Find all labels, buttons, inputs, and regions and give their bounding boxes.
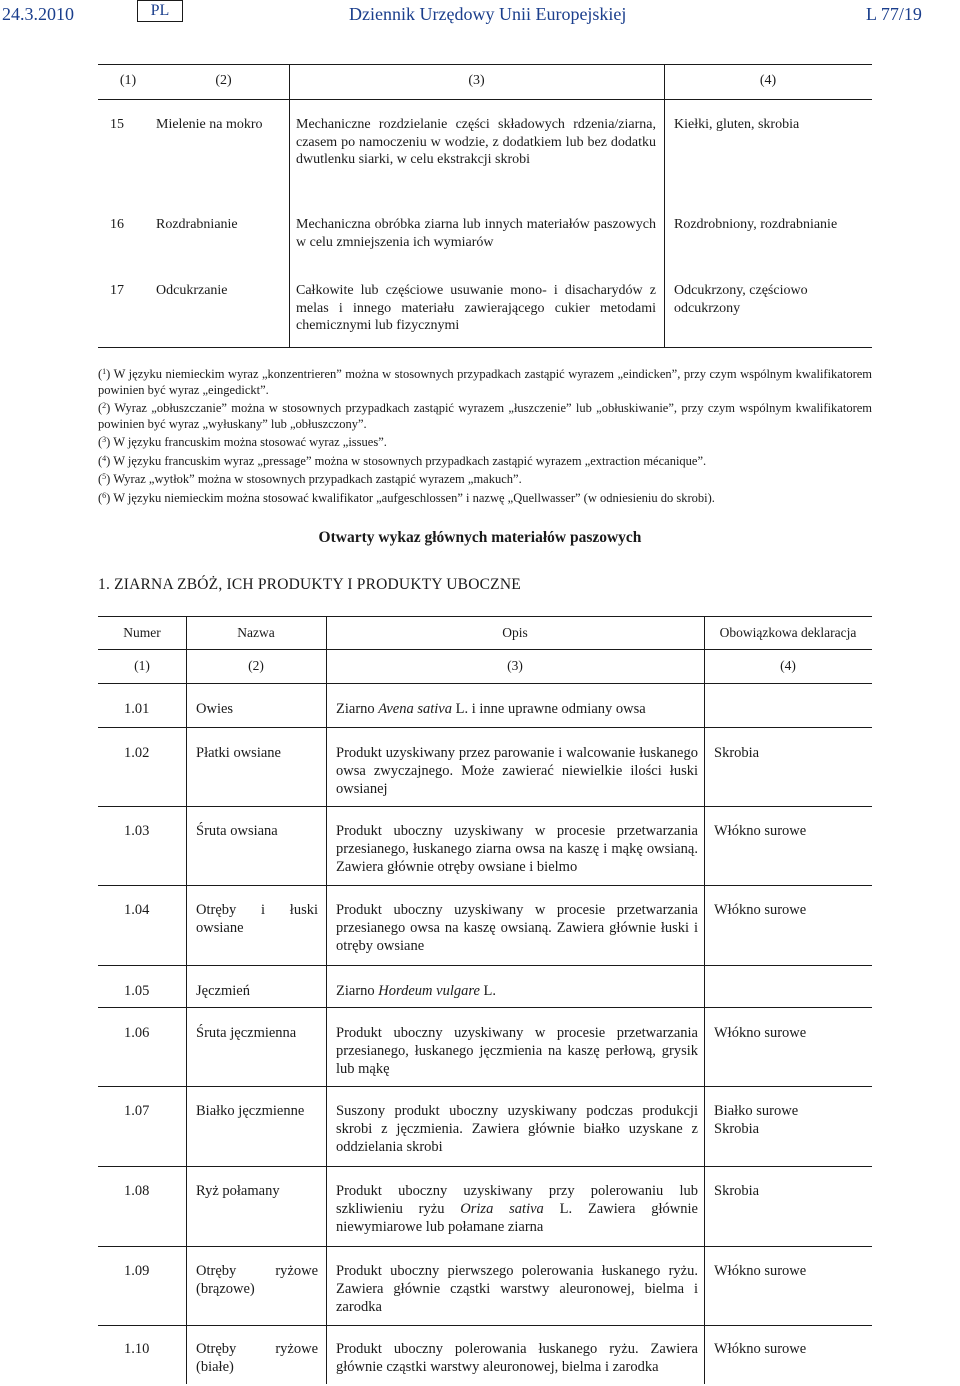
column-divider: [664, 64, 665, 347]
material-number: 1.03: [124, 823, 150, 839]
material-name: Otręby i łuski owsiane: [196, 902, 318, 936]
process-number: 15: [110, 117, 124, 132]
column-header-3: (3): [468, 73, 485, 88]
process-terms: Rozdrobniony, rozdrabnianie: [674, 217, 838, 232]
material-description: [336, 1102, 698, 1156]
description-text: Produkt uboczny uzyskiwany w procesie przetwarzania przesianego owsa na kaszę owsianą. Zawiera głównie łuski i otręby owsiane: [336, 902, 698, 954]
description-text: Produkt uboczny polerowania łuskanego ryżu. Zawiera głównie cząstki warstwy aleuronowej, bielma i zarodka: [336, 1341, 698, 1375]
material-number: 1.10: [124, 1341, 150, 1357]
material-description: [336, 1262, 698, 1316]
material-name: Ryż połamany: [196, 1183, 280, 1199]
material-number: 1.05: [124, 983, 150, 999]
description-text: Produkt uboczny uzyskiwany przy polerowaniu lub szkliwieniu ryżu: [336, 1183, 698, 1217]
process-number: 17: [110, 283, 124, 298]
column-number-1: (1): [134, 658, 150, 673]
mandatory-declaration: Włókno surowe: [714, 1341, 807, 1357]
material-description: [336, 1182, 698, 1236]
species-name: Oriza sativa: [460, 1201, 544, 1217]
description-text: Produkt uboczny pierwszego polerowania łuskanego ryżu. Zawiera głównie cząstki warstwy aleuronowej, bielma i zarodka: [336, 1263, 698, 1315]
row-divider: [98, 727, 872, 728]
page-reference: L 77/19: [866, 4, 922, 24]
column-header-1: (1): [119, 73, 137, 88]
issue-date: 24.3.2010: [2, 4, 74, 24]
process-terms: Odcukrzony, częściowo odcukrzony: [674, 283, 808, 316]
mandatory-declaration: Włókno surowe: [714, 1025, 807, 1041]
material-name: Płatki owsiane: [196, 745, 281, 761]
mandatory-declaration: Włókno surowe: [714, 823, 807, 839]
description-text: L. i inne uprawne odmiany owsa: [451, 701, 646, 717]
process-name: Mielenie na mokro: [156, 117, 263, 132]
process-terms: Kiełki, gluten, skrobia: [674, 117, 800, 132]
footnote: ($^2$) Wyraz „obłuszczanie” można w stosownych przypadkach zastąpić wyrazem „łuszczenie” lub „obłuskiwanie”, przy czym wspólnym kwalifikatorem powinien być wyraz „wyłuskany” lub „obłuszczony”.: [98, 401, 872, 431]
process-description: Całkowite lub częściowe usuwanie mono- i disacharydów z melas i innego materiału zawierającego cukier metodami chemicznymi lub fizycznymi: [296, 283, 656, 333]
material-number: 1.08: [124, 1183, 150, 1199]
mandatory-declaration: Włókno surowe: [714, 902, 807, 918]
header-name: Nazwa: [237, 625, 275, 640]
section-title: Otwarty wykaz głównych materiałów paszowych: [318, 529, 642, 546]
material-number: 1.01: [124, 701, 150, 717]
material-name: Otręby ryżowe (brązowe): [196, 1263, 318, 1297]
footnote: ($^5$) Wyraz „wytłok” można w stosownych przypadkach zastąpić wyrazem „makuch”.: [98, 472, 522, 486]
material-description: [336, 822, 698, 876]
header-description: Opis: [502, 625, 528, 640]
material-name: Jęczmień: [196, 983, 250, 999]
column-number-4: (4): [780, 658, 796, 673]
process-name: Odcukrzanie: [156, 283, 228, 298]
header-mandatory-declaration: Obowiązkowa deklaracja: [719, 625, 857, 640]
material-description: [336, 901, 698, 955]
description-text: Produkt uboczny uzyskiwany w procesie przetwarzania przesianego, łuskanego ziarna owsa na kaszę i mąkę owsianą. Zawiera głównie otręby owsiane i bielmo: [336, 823, 698, 875]
footnote: ($^4$) W języku francuskim wyraz „pressage” można w stosownych przypadkach zastąpić wyrazem „extraction mécanique”.: [98, 453, 707, 468]
chapter-title: 1. ZIARNA ZBÓŻ, ICH PRODUKTY I PRODUKTY UBOCZNE: [98, 576, 521, 593]
material-name: Owies: [196, 701, 234, 717]
description-text: Ziarno: [336, 983, 379, 999]
column-header-4: (4): [759, 73, 777, 88]
column-number-2: (2): [248, 658, 264, 673]
footnotes: [98, 364, 872, 506]
mandatory-declaration: Skrobia: [714, 1183, 760, 1199]
species-name: Avena sativa: [378, 701, 452, 717]
mandatory-declaration: Białko surowe Skrobia: [714, 1103, 799, 1137]
row-divider: [98, 806, 872, 807]
material-description: [336, 744, 698, 798]
table-top-rule: [98, 616, 872, 617]
row-divider: [98, 1007, 872, 1008]
description-text: Suszony produkt uboczny uzyskiwany podczas produkcji skrobi z jęczmienia. Zawiera głównie białko uzyskane z oddzielania skrobi: [336, 1103, 698, 1155]
process-name: Rozdrabnianie: [156, 217, 238, 232]
process-description: Mechaniczne rozdzielanie części składowych rdzenia/ziarna, czasem po namoczeniu w wodzie, z dodatkiem lub bez dodatku dwutlenku siarki, w celu ekstrakcji skrobi: [296, 117, 656, 167]
table-top-rule: [98, 64, 872, 65]
header-rule: [98, 99, 872, 100]
description-text: L.: [479, 983, 497, 999]
material-description: [336, 700, 698, 718]
mandatory-declaration: Włókno surowe: [714, 1263, 807, 1279]
row-divider: [98, 1325, 872, 1326]
material-name: Białko jęczmienne: [196, 1103, 305, 1119]
footnote: ($^3$) W języku francuskim można stosować wyraz „issues”.: [98, 435, 387, 449]
row-divider: [98, 1166, 872, 1167]
description-text: L. Zawiera głównie niewymiarowe lub połamane ziarna: [336, 1201, 698, 1235]
column-number-3: (3): [507, 658, 523, 673]
material-name: Śruta jęczmienna: [196, 1025, 297, 1041]
mandatory-declaration: Skrobia: [714, 745, 760, 761]
material-description: [336, 1024, 698, 1078]
header-rule: [98, 649, 872, 650]
process-description: Mechaniczna obróbka ziarna lub innych materiałów paszowych w celu zmniejszenia ich wymiarów: [296, 217, 656, 250]
row-divider: [98, 1246, 872, 1247]
material-number: 1.02: [124, 745, 150, 761]
table-bottom-rule: [98, 347, 872, 348]
column-divider: [704, 616, 705, 1384]
description-text: Ziarno: [336, 701, 379, 717]
journal-title: Dziennik Urzędowy Unii Europejskiej: [349, 4, 627, 24]
description-text: Produkt uboczny uzyskiwany w procesie przetwarzania przesianego, łuskanego jęczmienia na kaszę perłową, grysik lub mąkę: [336, 1025, 698, 1077]
species-name: Hordeum vulgare: [378, 983, 480, 999]
row-divider: [98, 1086, 872, 1087]
column-divider: [289, 64, 290, 347]
material-description: [336, 982, 698, 1000]
column-number-rule: [98, 683, 872, 684]
description-text: Produkt uzyskiwany przez parowanie i walcowanie łuskanego owsa zwyczajnego. Może zawierać niewielkie ilości łuski owsianej: [336, 745, 698, 797]
header-number: Numer: [123, 625, 161, 640]
row-divider: [98, 965, 872, 966]
language-code-box: PL: [137, 0, 183, 22]
material-number: 1.09: [124, 1263, 150, 1279]
footnote: ($^6$) W języku niemieckim można stosować kwalifikator „aufgeschlossen” i nazwę „Quellwasser” (w odniesieniu do skrobi).: [98, 490, 715, 505]
material-name: Otręby ryżowe (białe): [196, 1341, 318, 1375]
column-divider: [326, 616, 327, 1384]
row-divider: [98, 885, 872, 886]
material-name: Śruta owsiana: [196, 823, 278, 839]
process-number: 16: [110, 217, 124, 232]
footnote: ($^1$) W języku niemieckim wyraz „konzentrieren” można w stosownych przypadkach zastąpić wyrazem „eindicken”, przy czym wspólnym kwalifikatorem powinien być wyraz „eingedickt”.: [98, 367, 873, 397]
material-number: 1.04: [124, 902, 150, 918]
material-number: 1.06: [124, 1025, 150, 1041]
material-number: 1.07: [124, 1103, 150, 1119]
column-header-2: (2): [215, 73, 232, 88]
material-description: [336, 1340, 698, 1376]
column-divider: [186, 616, 187, 1384]
